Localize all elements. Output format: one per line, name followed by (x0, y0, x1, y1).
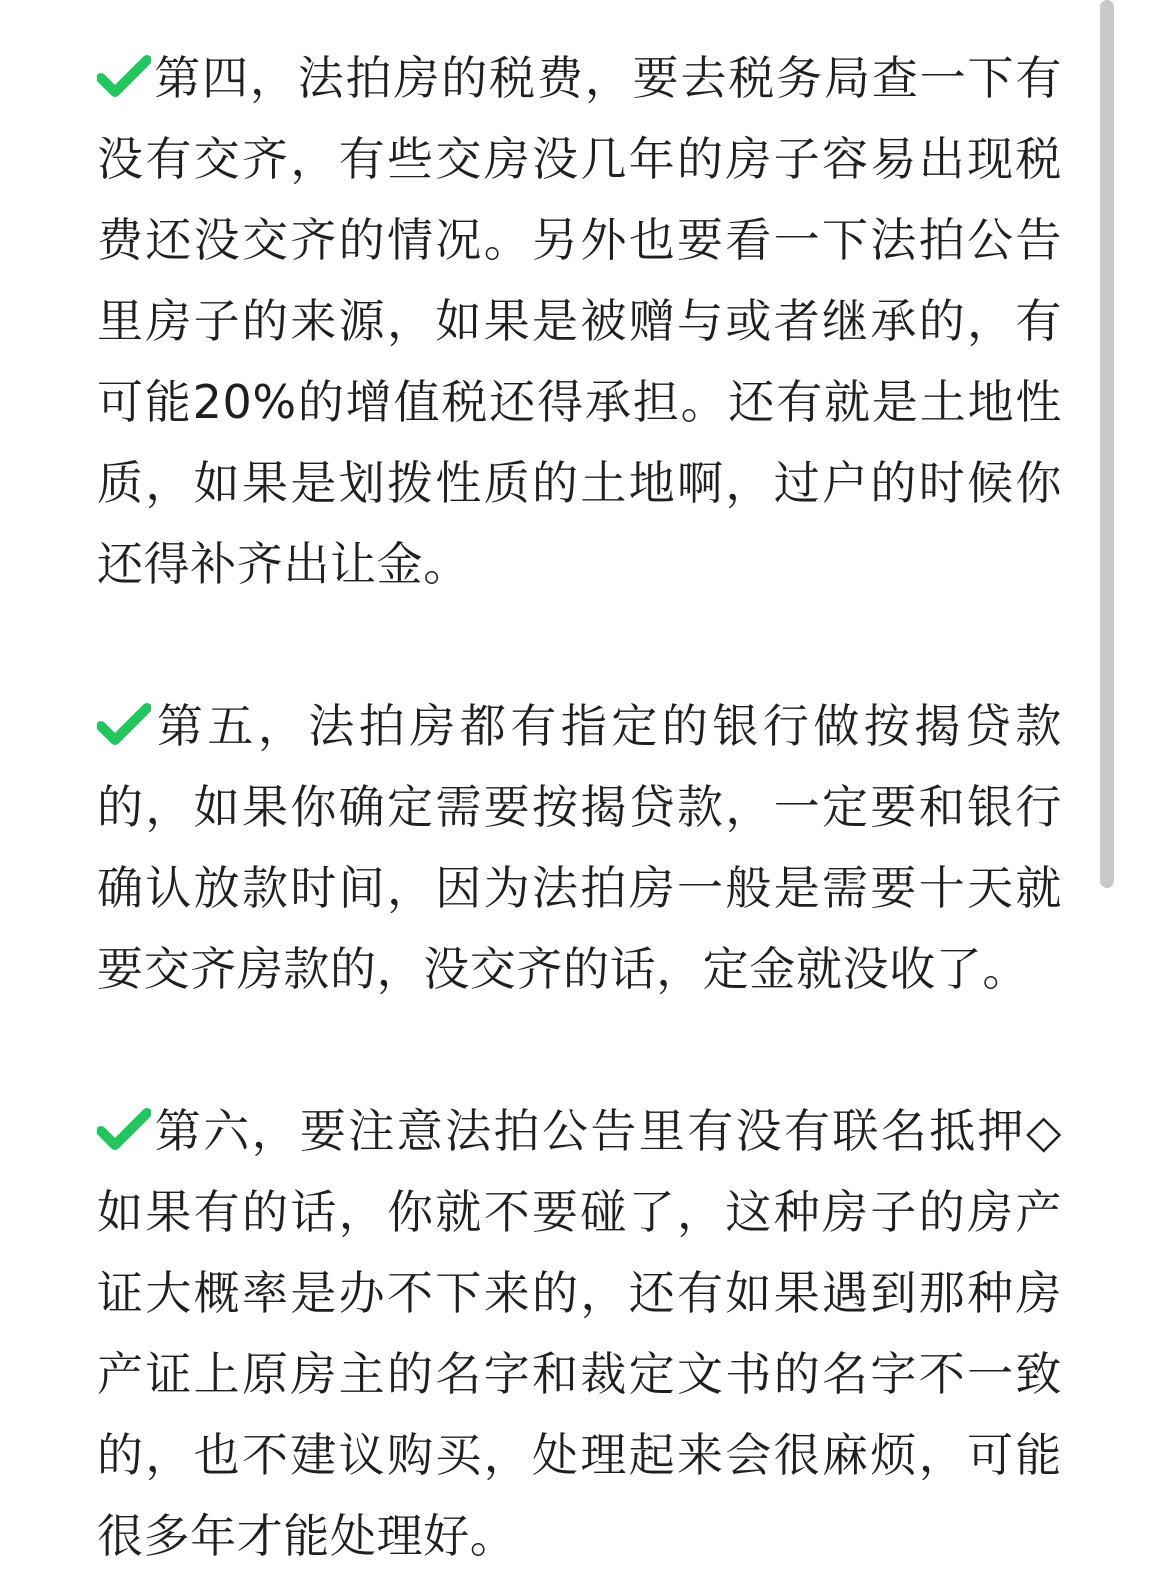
section-text: 第五，法拍房都有指定的银行做按揭贷款的，如果你确定需要按揭贷款，一定要和银行确认放款时间，因为法拍房一般是需要十天就要交齐房款的，没交齐的话，定金就没收了。 (97, 699, 1062, 996)
section-fifth (97, 686, 1062, 1010)
section-text: 第四，法拍房的税费，要去税务局查一下有没有交齐，有些交房没几年的房子容易出现税费还没交齐的情况。另外也要看一下法拍公告里房子的来源，如果是被赠与或者继承的，有可能20%的增值税还得承担。还有就是土地性质，如果是划拨性质的土地啊，过户的时候你还得补齐出让金。 (97, 51, 1062, 591)
section-sixth (97, 1091, 1062, 1577)
checkmark-icon (97, 1107, 151, 1153)
paragraph (97, 1091, 1062, 1577)
section-fourth (97, 38, 1062, 605)
checkmark-icon (97, 54, 151, 100)
paragraph (97, 38, 1062, 605)
checkmark-icon (97, 702, 151, 748)
paragraph (97, 686, 1062, 1010)
section-text: 第六，要注意法拍公告里有没有联名抵押◇如果有的话，你就不要碰了，这种房子的房产证大概率是办不下来的，还有如果遇到那种房产证上原房主的名字和裁定文书的名字不一致的，也不建议购买，处理起来会很麻烦，可能很多年才能处理好。 (97, 1104, 1062, 1563)
scrollbar-thumb[interactable] (1100, 0, 1114, 888)
article-body (97, 38, 1062, 1577)
